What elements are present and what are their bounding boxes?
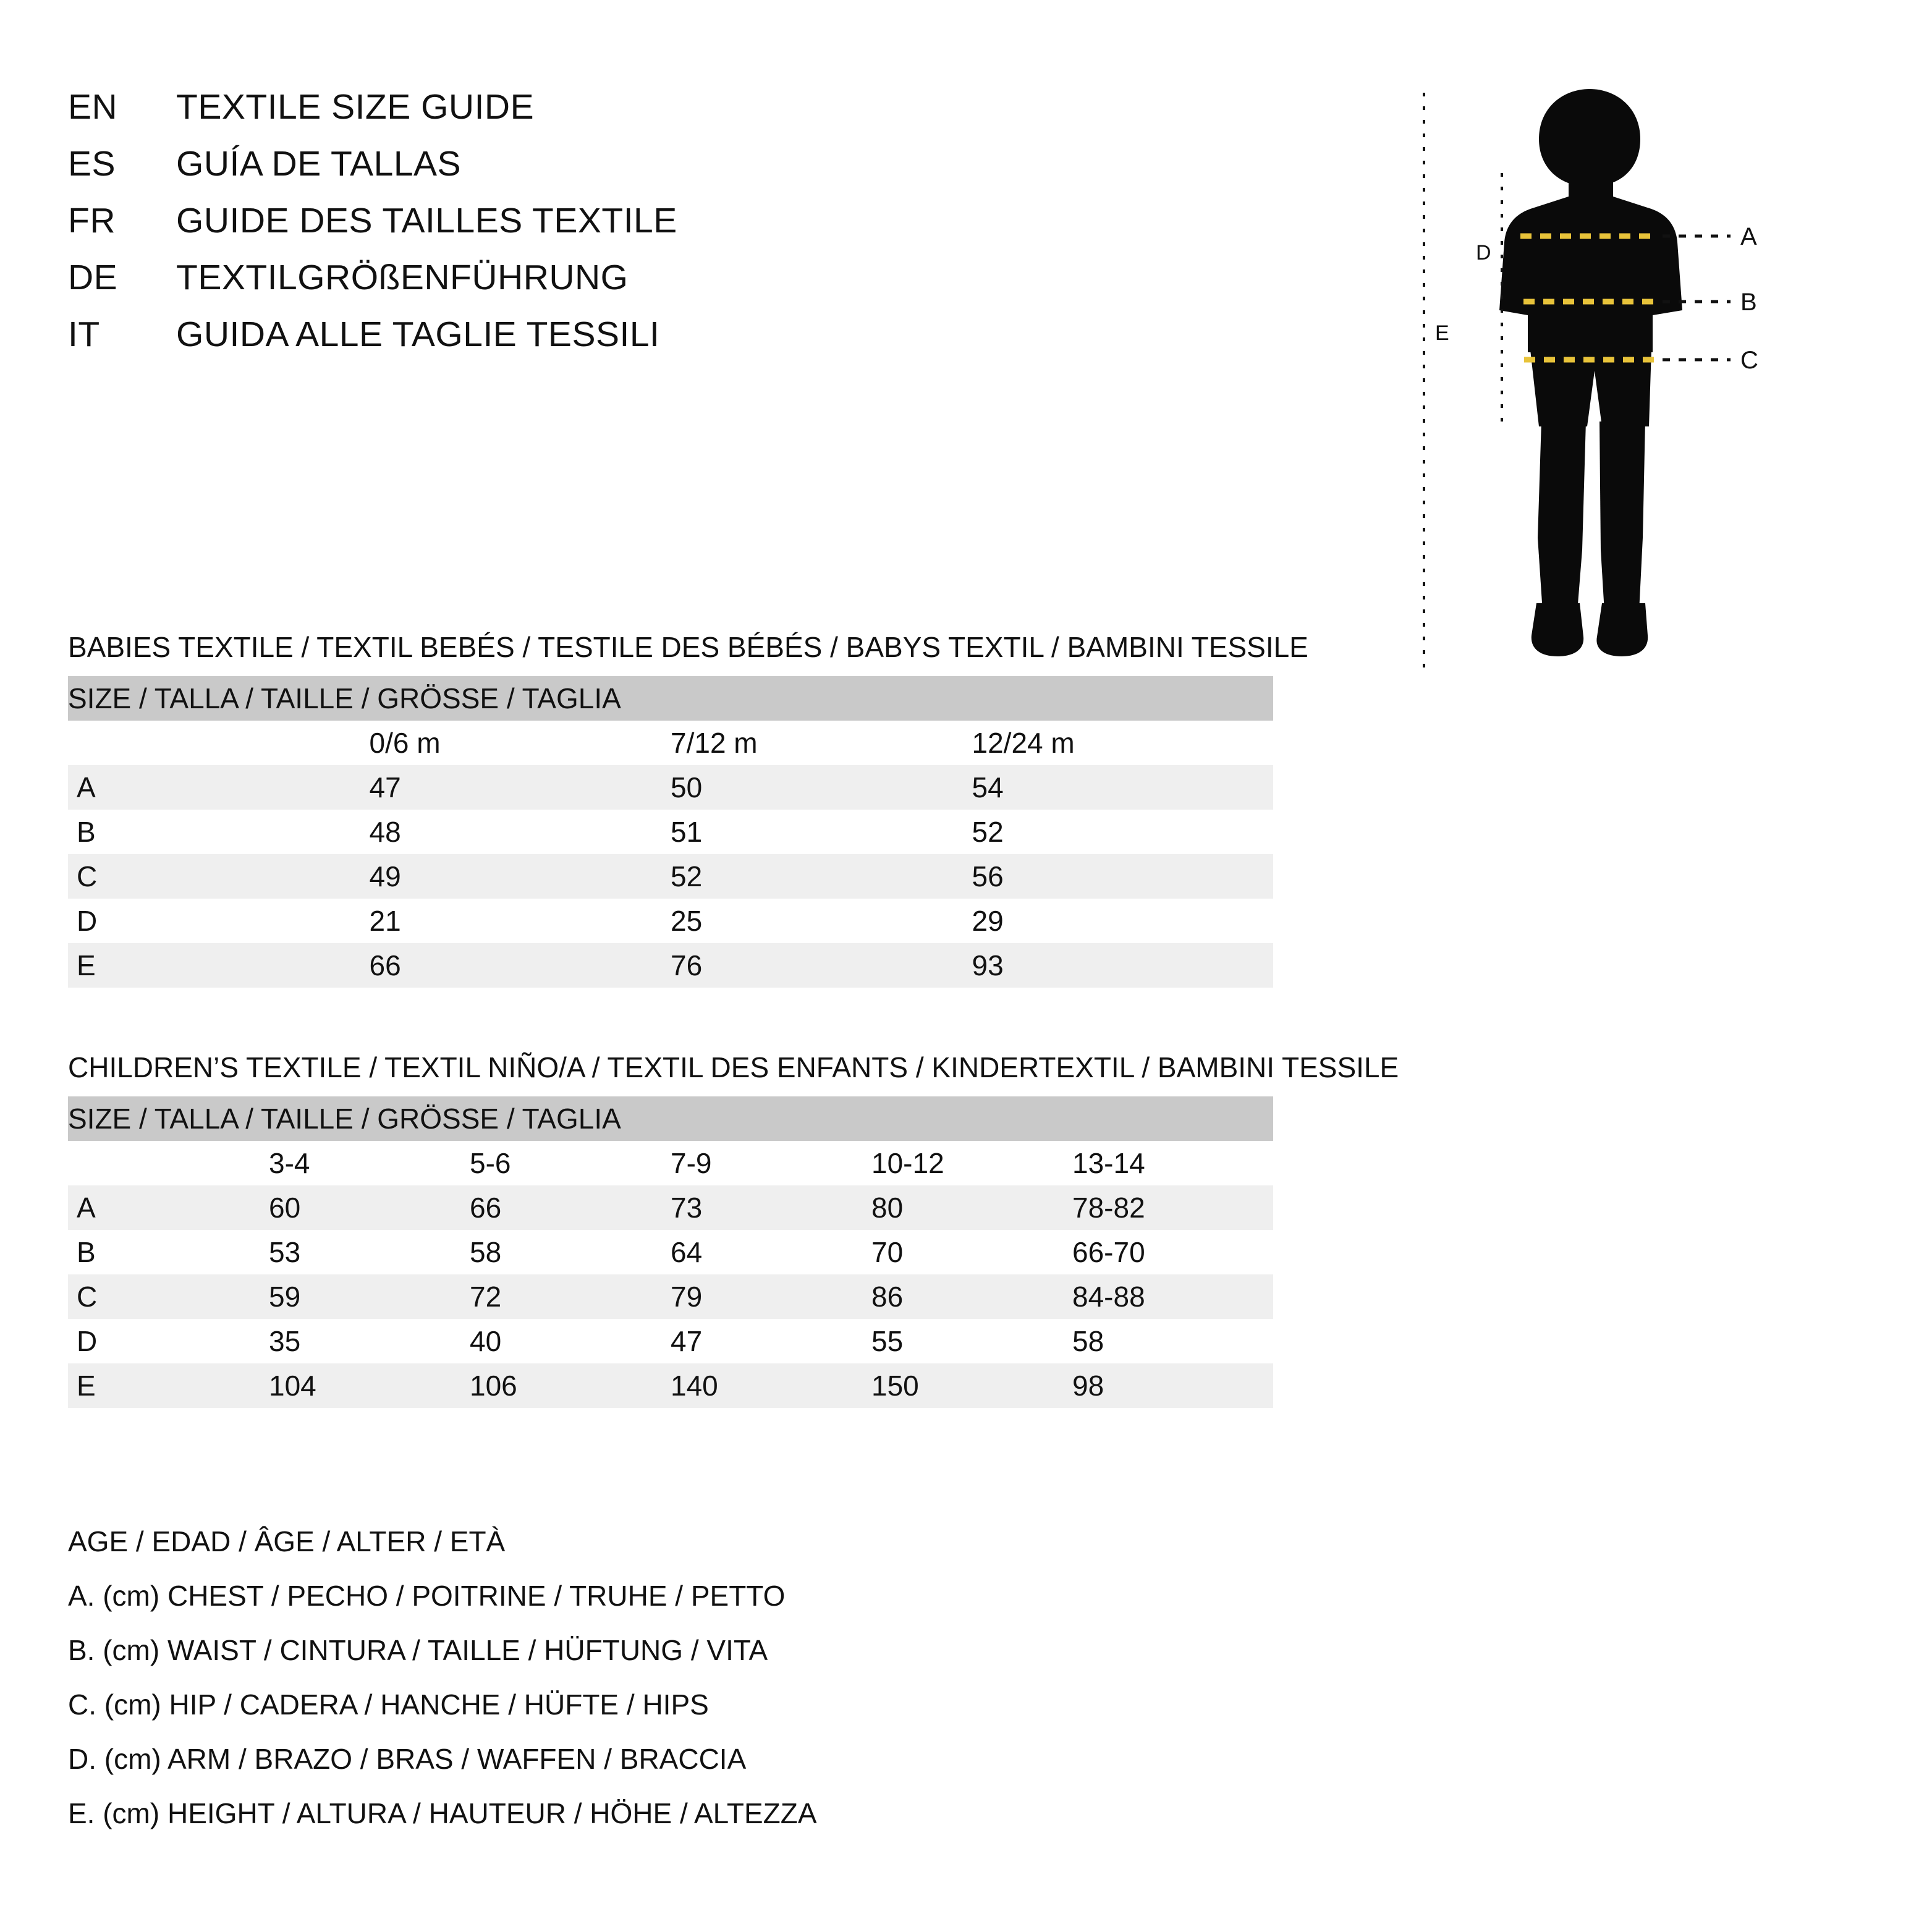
title-row-es — [68, 143, 1242, 200]
babies-b-2: 52 — [972, 816, 1004, 848]
babies-table — [68, 676, 1273, 988]
babies-caption: BABIES TEXTILE / TEXTIL BEBÉS / TESTILE DES BÉBÉS / BABYS TEXTIL / BAMBINI TESSILE — [68, 631, 1308, 663]
children-a-4: 78-82 — [1072, 1192, 1145, 1224]
babies-e-0: 66 — [369, 949, 401, 981]
children-c-0: 59 — [269, 1281, 301, 1313]
babies-row-label-c: C — [77, 860, 98, 892]
babies-c-0: 49 — [369, 860, 401, 892]
children-a-2: 73 — [671, 1192, 703, 1224]
figure-label-a: A — [1740, 223, 1757, 250]
title-row-en — [68, 87, 1242, 143]
title-text-en: TEXTILE SIZE GUIDE — [176, 87, 535, 127]
title-text-es: GUÍA DE TALLAS — [176, 144, 462, 184]
children-e-2: 140 — [671, 1370, 718, 1402]
babies-table-header — [68, 676, 1273, 721]
table-row — [68, 854, 1273, 899]
children-row-label-a: A — [77, 1192, 96, 1224]
children-row-label-b: B — [77, 1236, 96, 1268]
children-e-4: 98 — [1072, 1370, 1104, 1402]
legend-chest: A. (cm) CHEST / PECHO / POITRINE / TRUHE / PETTO — [68, 1580, 786, 1612]
children-d-1: 40 — [470, 1325, 502, 1357]
babies-d-0: 21 — [369, 905, 401, 937]
children-b-2: 64 — [671, 1236, 703, 1268]
title-text-fr: GUIDE DES TAILLES TEXTILE — [176, 201, 677, 240]
child-silhouette-icon — [1499, 89, 1682, 656]
title-row-it — [68, 314, 1242, 371]
babies-col-2: 12/24 m — [972, 727, 1075, 759]
babies-a-0: 47 — [369, 771, 401, 803]
children-table-header — [68, 1096, 1273, 1141]
title-row-fr — [68, 200, 1242, 257]
babies-b-1: 51 — [671, 816, 703, 848]
children-a-0: 60 — [269, 1192, 301, 1224]
children-b-4: 66-70 — [1072, 1236, 1145, 1268]
table-row — [68, 1319, 1273, 1363]
figure-label-d: D — [1476, 241, 1491, 265]
title-text-it: GUIDA ALLE TAGLIE TESSILI — [176, 315, 660, 354]
babies-row-label-a: A — [77, 771, 96, 803]
babies-row-label-e: E — [77, 949, 96, 981]
babies-header-label: SIZE / TALLA / TAILLE / GRÖSSE / TAGLIA — [68, 676, 1273, 721]
children-b-1: 58 — [470, 1236, 502, 1268]
children-c-1: 72 — [470, 1281, 502, 1313]
children-col-4: 13-14 — [1072, 1147, 1145, 1179]
babies-section — [68, 630, 1308, 988]
children-row-label-e: E — [77, 1370, 96, 1402]
babies-column-row — [68, 721, 1273, 765]
children-section — [68, 1051, 1399, 1408]
babies-row-label-d: D — [77, 905, 98, 937]
children-caption: CHILDREN’S TEXTILE / TEXTIL NIÑO/A / TEXTIL DES ENFANTS / KINDERTEXTIL / BAMBINI TESSILE — [68, 1051, 1399, 1083]
babies-a-2: 54 — [972, 771, 1004, 803]
babies-b-0: 48 — [369, 816, 401, 848]
table-row — [68, 943, 1273, 988]
title-lang-en: EN — [68, 87, 118, 127]
legend-height: E. (cm) HEIGHT / ALTURA / HAUTEUR / HÖHE / ALTEZZA — [68, 1797, 817, 1829]
children-d-0: 35 — [269, 1325, 301, 1357]
title-lang-fr: FR — [68, 201, 116, 240]
children-column-corner — [68, 1141, 269, 1185]
babies-e-2: 93 — [972, 949, 1004, 981]
children-col-1: 5-6 — [470, 1147, 511, 1179]
children-c-2: 79 — [671, 1281, 703, 1313]
children-c-4: 84-88 — [1072, 1281, 1145, 1313]
babies-a-1: 50 — [671, 771, 703, 803]
children-e-1: 106 — [470, 1370, 517, 1402]
children-col-2: 7-9 — [671, 1147, 712, 1179]
babies-d-2: 29 — [972, 905, 1004, 937]
babies-column-corner — [68, 721, 370, 765]
legend-waist: B. (cm) WAIST / CINTURA / TAILLE / HÜFTUNG / VITA — [68, 1634, 768, 1666]
babies-c-1: 52 — [671, 860, 703, 892]
children-d-4: 58 — [1072, 1325, 1104, 1357]
children-c-3: 86 — [871, 1281, 904, 1313]
table-row — [68, 1363, 1273, 1408]
children-header-label: SIZE / TALLA / TAILLE / GRÖSSE / TAGLIA — [68, 1096, 1273, 1141]
children-column-row — [68, 1141, 1273, 1185]
children-row-label-c: C — [77, 1281, 98, 1313]
babies-row-label-b: B — [77, 816, 96, 848]
babies-col-1: 7/12 m — [671, 727, 758, 759]
children-table — [68, 1096, 1273, 1408]
table-row — [68, 1230, 1273, 1274]
legend-block — [68, 1514, 1304, 1841]
table-row — [68, 810, 1273, 854]
figure-label-b: B — [1740, 289, 1757, 316]
title-lang-it: IT — [68, 315, 100, 354]
children-a-3: 80 — [871, 1192, 904, 1224]
table-row — [68, 1185, 1273, 1230]
children-d-2: 47 — [671, 1325, 703, 1357]
children-row-label-d: D — [77, 1325, 98, 1357]
children-d-3: 55 — [871, 1325, 904, 1357]
children-col-0: 3-4 — [269, 1147, 310, 1179]
legend-arm: D. (cm) ARM / BRAZO / BRAS / WAFFEN / BRACCIA — [68, 1743, 747, 1775]
table-row — [68, 765, 1273, 810]
children-b-0: 53 — [269, 1236, 301, 1268]
title-lang-es: ES — [68, 144, 116, 184]
children-a-1: 66 — [470, 1192, 502, 1224]
title-block — [68, 87, 1242, 371]
figure-label-c: C — [1740, 347, 1758, 374]
children-e-0: 104 — [269, 1370, 316, 1402]
figure-label-e: E — [1435, 321, 1449, 345]
title-row-de — [68, 257, 1242, 314]
children-e-3: 150 — [871, 1370, 919, 1402]
legend-hip: C. (cm) HIP / CADERA / HANCHE / HÜFTE / HIPS — [68, 1688, 709, 1721]
measurement-figure — [1409, 80, 1854, 766]
babies-d-1: 25 — [671, 905, 703, 937]
children-col-3: 10-12 — [871, 1147, 944, 1179]
title-lang-de: DE — [68, 258, 118, 297]
table-row — [68, 899, 1273, 943]
table-row — [68, 1274, 1273, 1319]
title-text-de: TEXTILGRÖßENFÜHRUNG — [176, 258, 629, 297]
babies-e-1: 76 — [671, 949, 703, 981]
legend-age: AGE / EDAD / ÂGE / ALTER / ETÀ — [68, 1525, 506, 1557]
children-b-3: 70 — [871, 1236, 904, 1268]
babies-col-0: 0/6 m — [369, 727, 441, 759]
babies-c-2: 56 — [972, 860, 1004, 892]
